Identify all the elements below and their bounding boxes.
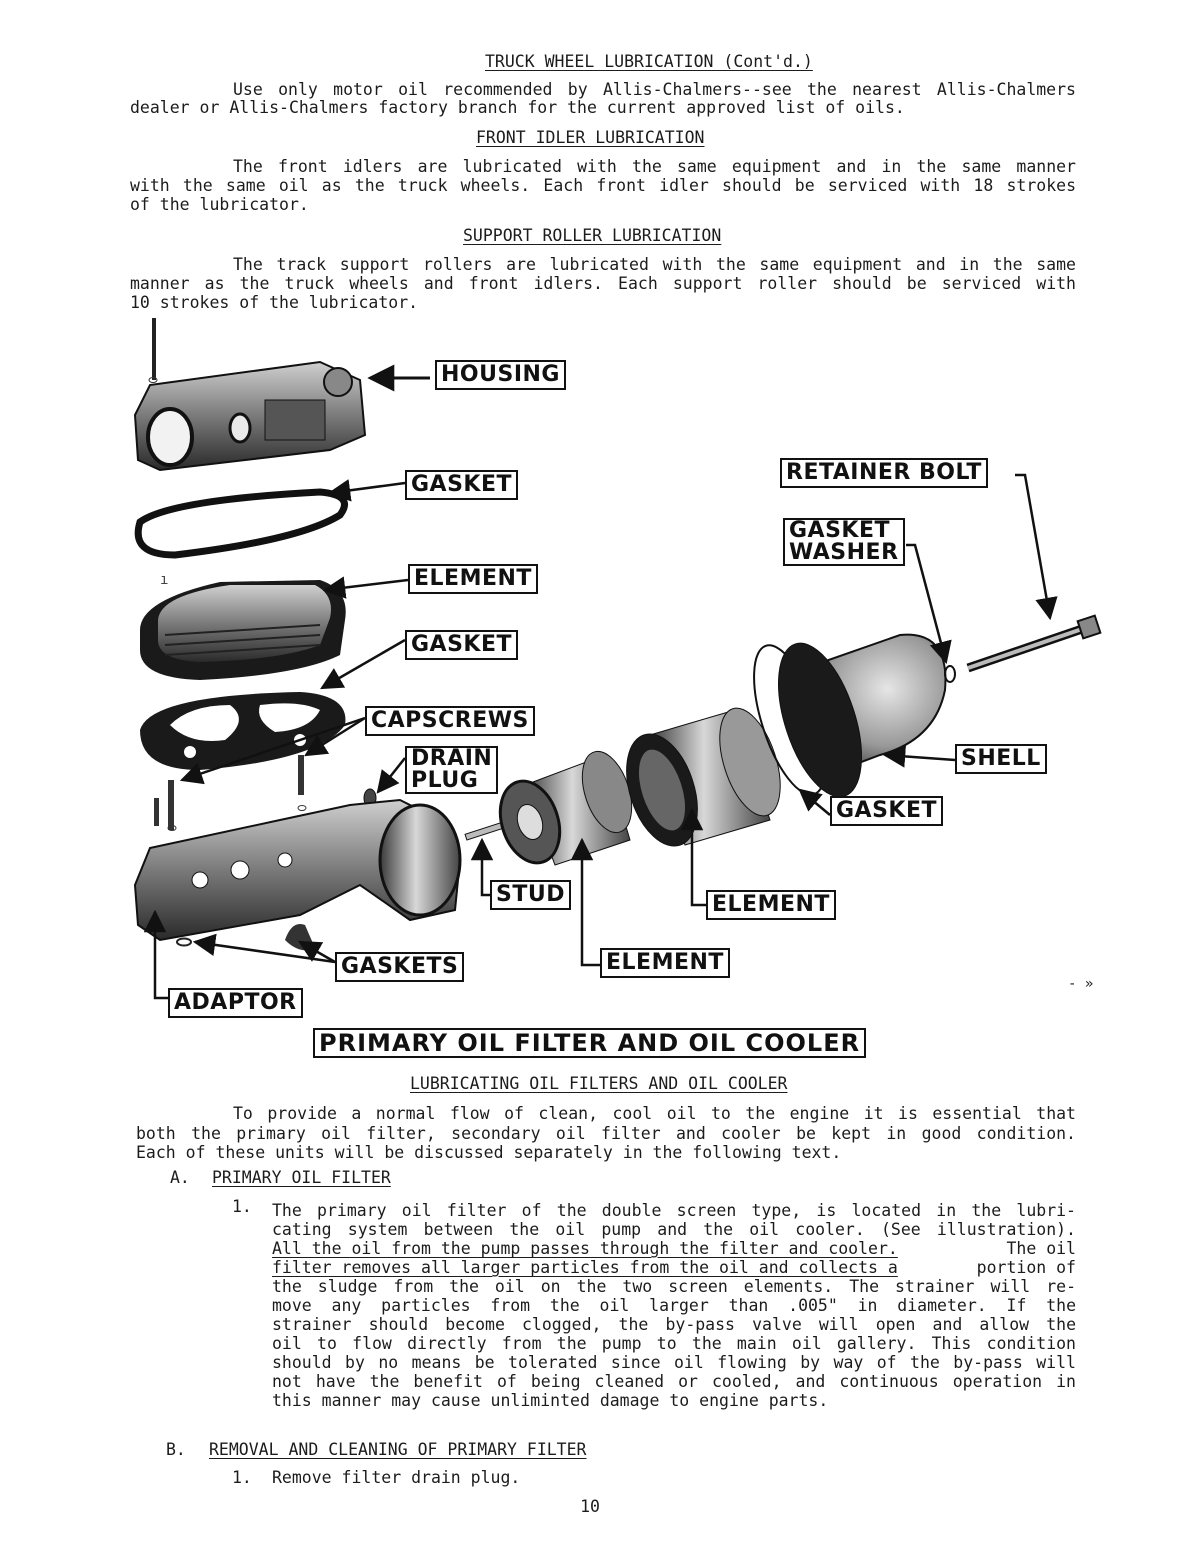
- retainer-bolt-arrow: [1015, 475, 1050, 618]
- shell-gasket-label: GASKET: [830, 796, 943, 826]
- section-a-line-9: should by no means be tolerated since oil flowing by way of the by-pass will: [272, 1353, 1076, 1372]
- support-roller-line-1: The track support rollers are lubricated with the same equipment and in the same: [233, 255, 1076, 274]
- retainer-bolt-label: RETAINER BOLT: [780, 458, 988, 488]
- inner-element-part: [490, 745, 641, 870]
- section-a-line-3-underlined: All the oil from the pump passes through the filter and cooler.: [272, 1239, 898, 1258]
- gasket-top-part: [138, 492, 344, 555]
- section-a-line-4: [272, 1258, 1076, 1278]
- shell-arrow: [885, 755, 955, 760]
- section-a-item-number: 1.: [232, 1197, 252, 1216]
- section-a-line-4-underlined: filter removes all larger particles from the oil and collects a: [272, 1258, 898, 1277]
- front-idler-line-2: with the same oil as the truck wheels. Each front idler should be serviced with 18 strokes: [130, 176, 1076, 195]
- section-a-line-3: [272, 1239, 1076, 1259]
- section-b-item-text: Remove filter drain plug.: [272, 1468, 521, 1487]
- stud-label: STUD: [490, 880, 571, 910]
- section-a-line-7: strainer should become clogged, the by-pass valve will open and allow the: [272, 1315, 1076, 1334]
- section-a-line-2: cating system between the oil pump and the oil cooler. (See illustration).: [272, 1220, 1076, 1239]
- section-a-line-11: this manner may cause unliminted damage to engine parts.: [272, 1391, 829, 1410]
- gasket-top-arrow: [330, 483, 405, 493]
- section-a-line-3-rest: The oil: [1006, 1239, 1076, 1258]
- drain-plug-label-line-2: PLUG: [411, 768, 479, 793]
- cooler-element-arrow: [325, 580, 408, 590]
- inner-element-arrow: [582, 840, 600, 965]
- gasket-washer-label: [783, 518, 905, 566]
- stud-part: [465, 822, 505, 840]
- section-a-line-6: move any particles from the oil larger than .005" in diameter. If the: [272, 1296, 1076, 1315]
- svg-text:ı: ı: [160, 572, 169, 588]
- gasket-small-1: [177, 939, 191, 946]
- oil-filters-heading: LUBRICATING OIL FILTERS AND OIL COOLER: [410, 1074, 788, 1093]
- diagram-artwork: [0, 300, 1178, 1070]
- adaptor-label: ADAPTOR: [168, 988, 303, 1018]
- diagram-title: PRIMARY OIL FILTER AND OIL COOLER: [313, 1028, 866, 1058]
- section-a-heading: PRIMARY OIL FILTER: [212, 1168, 391, 1187]
- support-roller-heading: SUPPORT ROLLER LUBRICATION: [463, 226, 722, 245]
- pin-mark: [152, 318, 156, 380]
- cooler-element-label: ELEMENT: [408, 564, 538, 594]
- section-a-letter: A.: [170, 1168, 190, 1187]
- capscrews-label: CAPSCREWS: [365, 706, 535, 736]
- outer-element-label: ELEMENT: [706, 890, 836, 920]
- cooler-element-part: [140, 580, 346, 680]
- truck-wheel-heading: TRUCK WHEEL LUBRICATION (Cont'd.): [485, 52, 813, 71]
- support-roller-line-2: manner as the truck wheels and front idlers. Each support roller should be serviced with: [130, 274, 1076, 293]
- section-a-line-4-rest: portion of: [976, 1258, 1076, 1277]
- housing-part: [135, 362, 365, 470]
- truck-wheel-line-2: dealer or Allis-Chalmers factory branch for the current approved list of oils.: [130, 98, 905, 117]
- svg-text:- »: - »: [1068, 976, 1094, 992]
- support-roller-line-3: 10 strokes of the lubricator.: [130, 293, 419, 312]
- oil-filters-line-1: To provide a normal flow of clean, cool oil to the engine it is essential that: [233, 1104, 1076, 1123]
- inner-element-label: ELEMENT: [600, 948, 730, 978]
- gaskets-arrow-1: [195, 942, 335, 962]
- shell-label: SHELL: [955, 744, 1047, 774]
- housing-label: HOUSING: [435, 360, 566, 390]
- gaskets-label: GASKETS: [335, 952, 464, 982]
- truck-wheel-line-1: Use only motor oil recommended by Allis-Chalmers--see the nearest Allis-Chalmers: [233, 80, 1076, 99]
- adaptor-part: [135, 800, 460, 940]
- section-a-line-5: the sludge from the oil on the two screen elements. The strainer will re-: [272, 1277, 1076, 1296]
- section-a-line-8: oil to flow directly from the pump to the main oil gallery. This condition: [272, 1334, 1076, 1353]
- section-b-item-number: 1.: [232, 1468, 252, 1487]
- section-b-letter: B.: [166, 1440, 186, 1459]
- gasket-washer-part: [945, 666, 955, 682]
- section-b-heading: REMOVAL AND CLEANING OF PRIMARY FILTER: [209, 1440, 587, 1459]
- drain-plug-label: [405, 746, 498, 794]
- capscrew-2: [298, 755, 304, 795]
- capscrew-1: [168, 780, 174, 830]
- section-a-line-1: The primary oil filter of the double screen type, is located in the lubri-: [272, 1201, 1076, 1220]
- page-number: 10: [580, 1497, 600, 1516]
- section-a-line-10: not have the benefit of being cleaned or cooled, and continuous operation in: [272, 1372, 1076, 1391]
- capscrew-3: [154, 798, 159, 826]
- oil-filter-exploded-diagram: [0, 300, 1178, 1070]
- stud-arrow: [482, 840, 490, 895]
- front-idler-line-1: The front idlers are lubricated with the same equipment and in the same manner: [233, 157, 1076, 176]
- gasket-washer-label-line-1: GASKET: [789, 518, 891, 543]
- front-idler-line-3: of the lubricator.: [130, 195, 309, 214]
- gasket-small-2: [285, 924, 315, 950]
- drain-plug-label-line-1: DRAIN: [411, 746, 493, 771]
- oil-filters-line-2: both the primary oil filter, secondary oil filter and cooler be kept in good condition.: [136, 1124, 1076, 1143]
- oil-filters-line-3: Each of these units will be discussed separately in the following text.: [136, 1143, 842, 1162]
- gasket-mid-label: GASKET: [405, 630, 518, 660]
- gasket-top-label: GASKET: [405, 470, 518, 500]
- retainer-bolt-part: [968, 616, 1100, 668]
- front-idler-heading: FRONT IDLER LUBRICATION: [476, 128, 705, 147]
- drain-plug-arrow: [378, 758, 405, 792]
- outer-element-part: [614, 701, 792, 855]
- gasket-washer-label-line-2: WASHER: [789, 540, 899, 565]
